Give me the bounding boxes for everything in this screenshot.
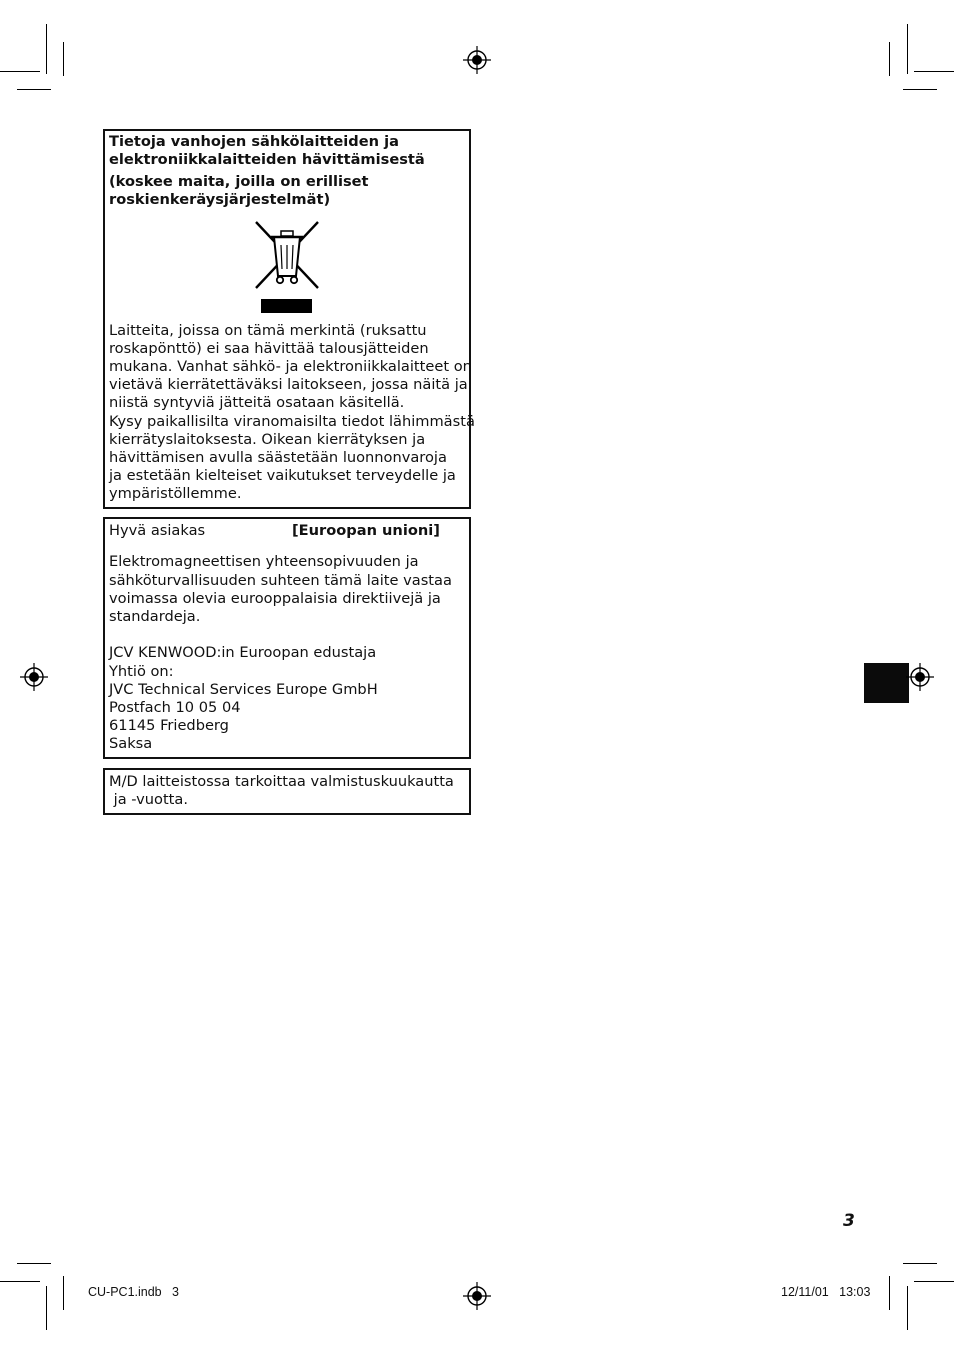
address-line: Postfach 10 05 04 — [109, 699, 241, 716]
conformity-line: voimassa olevia eurooppalaisia direktiivejä ja — [109, 590, 441, 607]
crop-mark — [907, 24, 908, 74]
region-label: [Euroopan unioni] — [292, 522, 440, 539]
weee-body-line: roskapönttö) ei saa hävittää talousjätteiden — [109, 340, 429, 357]
weee-title-line: Tietoja vanhojen sähkölaitteiden ja — [109, 133, 399, 150]
crop-mark — [17, 89, 51, 90]
weee-body-line: ja estetään kielteiset vaikutukset terveydelle ja — [109, 467, 456, 484]
crop-mark — [63, 1276, 64, 1310]
conformity-line: standardeja. — [109, 608, 201, 625]
weee-body-line: Laitteita, joissa on tämä merkintä (ruksattu — [109, 322, 427, 339]
address-line: JVC Technical Services Europe GmbH — [109, 681, 378, 698]
crop-mark — [0, 1281, 40, 1282]
address-line: Saksa — [109, 735, 153, 752]
crop-mark — [903, 89, 937, 90]
crop-mark — [889, 1276, 890, 1310]
crop-mark — [17, 1263, 51, 1264]
address-line: 61145 Friedberg — [109, 717, 229, 734]
greeting: Hyvä asiakas — [109, 522, 206, 539]
weee-body-line: vietävä kierrätettäväksi laitokseen, jossa näitä ja — [109, 376, 468, 393]
crop-mark — [46, 1286, 47, 1330]
md-note-line: M/D laitteistossa tarkoittaa valmistuskuukautta — [109, 773, 454, 790]
crop-mark — [914, 1281, 954, 1282]
crop-mark — [889, 42, 890, 76]
weee-body-line: mukana. Vanhat sähkö- ja elektroniikkalaitteet on — [109, 358, 472, 375]
weee-body-line: niistä syntyviä jätteitä osataan käsitellä. — [109, 394, 405, 411]
section-tab — [864, 663, 909, 703]
registration-mark-icon — [906, 663, 934, 691]
registration-mark-icon — [463, 1282, 491, 1310]
conformity-line: sähköturvallisuuden suhteen tämä laite vastaa — [109, 572, 452, 589]
footer-datetime: 12/11/01 13:03 — [781, 1285, 871, 1299]
weee-body-line: kierrätyslaitoksesta. Oikean kierrätyksen ja — [109, 431, 426, 448]
weee-subtitle-line: (koskee maita, joilla on erilliset — [109, 173, 369, 190]
md-note-line: ja -vuotta. — [109, 791, 188, 808]
crop-mark — [63, 42, 64, 76]
weee-title-line: elektroniikkalaitteiden hävittämisestä — [109, 151, 425, 168]
registration-mark-icon — [20, 663, 48, 691]
weee-body-line: hävittämisen avulla säästetään luonnonvaroja — [109, 449, 447, 466]
address-line: JCV KENWOOD:in Euroopan edustaja — [109, 644, 377, 661]
crop-mark — [903, 1263, 937, 1264]
footer-file-label: CU-PC1.indb 3 — [88, 1285, 180, 1299]
weee-subtitle-line: roskienkeräysjärjestelmät) — [109, 191, 331, 208]
crop-mark — [907, 1286, 908, 1330]
crop-mark — [0, 71, 40, 72]
address-line: Yhtiö on: — [109, 663, 174, 680]
registration-mark-icon — [463, 46, 491, 74]
weee-body-line: ympäristöllemme. — [109, 485, 242, 502]
crossed-out-wheelie-bin-icon — [250, 218, 324, 316]
weee-body-line: Kysy paikallisilta viranomaisilta tiedot lähimmästä — [109, 413, 475, 430]
conformity-line: Elektromagneettisen yhteensopivuuden ja — [109, 553, 419, 570]
page-number: 3 — [843, 1211, 855, 1231]
crop-mark — [914, 71, 954, 72]
crop-mark — [46, 24, 47, 74]
